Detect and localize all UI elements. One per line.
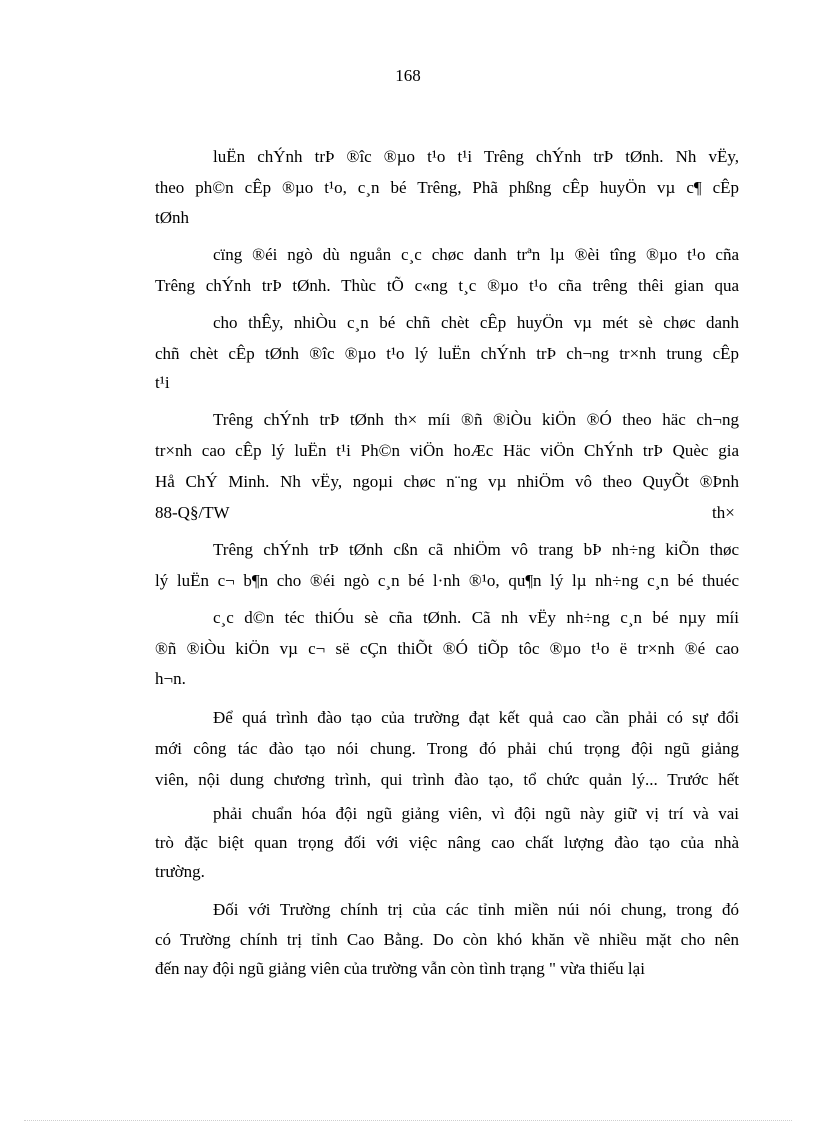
text-line: c¸c d©n téc thiÓu sè cña tØnh. Cã nh vËy nh÷ng c¸n bé nµy míi [213,608,739,627]
text-line: tØnh [155,208,189,227]
text-line: viên, nội dung chương trình, qui trình đào tạo, tổ chức quản lý... Trước hết [155,770,739,789]
text-line: 88-Q§/TW [155,503,230,522]
text-line: th× [712,503,735,522]
text-line: trò đặc biệt quan trọng đối với việc nâng cao chất lượng đào tạo của nhà [155,833,739,852]
text-line: đến nay đội ngũ giảng viên của trường vẫn còn tình trạng " vừa thiếu lại [155,959,645,978]
text-line: chñ chèt cÊp tØnh ®îc ®µo t¹o lý luËn chÝnh trÞ ch¬ng tr×nh trung cÊp [155,344,739,363]
text-line: phải chuẩn hóa đội ngũ giảng viên, vì đội ngũ này giữ vị trí và vai [213,804,739,823]
text-line: luËn chÝnh trÞ ®îc ®µo t¹o t¹i Trêng chÝnh trÞ tØnh. Nh vËy, [213,147,739,166]
text-line: t¹i [155,373,170,392]
text-line: Đối với Trường chính trị của các tỉnh miền núi nói chung, trong đó [213,900,739,919]
text-line: cïng ®éi ngò dù nguån c¸c chøc danh trªn lµ ®èi tîng ®µo t¹o cña [213,245,739,264]
text-line: Để quá trình đào tạo của trường đạt kết quả cao cần phải có sự đổi [213,708,739,727]
text-line: Hå ChÝ Minh. Nh vËy, ngoµi chøc n¨ng vµ nhiÖm vô theo QuyÕt ®Þnh [155,472,739,491]
text-line: theo ph©n cÊp ®µo t¹o, c¸n bé Trêng, Phã phßng cÊp huyÖn vµ c¶ cÊp [155,178,739,197]
page-number: 168 [395,66,421,85]
text-line: Trêng chÝnh trÞ tØnh. Thùc tÕ c«ng t¸c ®µo t¹o cña trêng thêi gian qua [155,276,739,295]
text-line: có Trường chính trị tỉnh Cao Bằng. Do còn khó khăn về nhiều mặt cho nên [155,930,739,949]
text-line: mới công tác đào tạo nói chung. Trong đó phải chú trọng đội ngũ giảng [155,739,739,758]
text-line: Trêng chÝnh trÞ tØnh cßn cã nhiÖm vô trang bÞ nh÷ng kiÕn thøc [213,540,739,559]
page-bottom-rule [24,1120,792,1121]
text-line: h¬n. [155,669,186,688]
text-line: tr×nh cao cÊp lý luËn t¹i Ph©n viÖn hoÆc Häc viÖn ChÝnh trÞ Quèc gia [155,441,739,460]
text-line: cho thÊy, nhiÒu c¸n bé chñ chèt cÊp huyÖn vµ mét sè chøc danh [213,313,739,332]
text-line: lý luËn c¬ b¶n cho ®éi ngò c¸n bé l·nh ®¹o, qu¶n lý lµ nh÷ng c¸n bé thuéc [155,571,739,590]
text-line: trường. [155,862,205,881]
text-line: ®ñ ®iÒu kiÖn vµ c¬ së cÇn thiÕt ®Ó tiÕp tôc ®µo t¹o ë tr×nh ®é cao [155,639,739,658]
text-line: Trêng chÝnh trÞ tØnh th× míi ®ñ ®iÒu kiÖn ®Ó theo häc ch¬ng [213,410,739,429]
